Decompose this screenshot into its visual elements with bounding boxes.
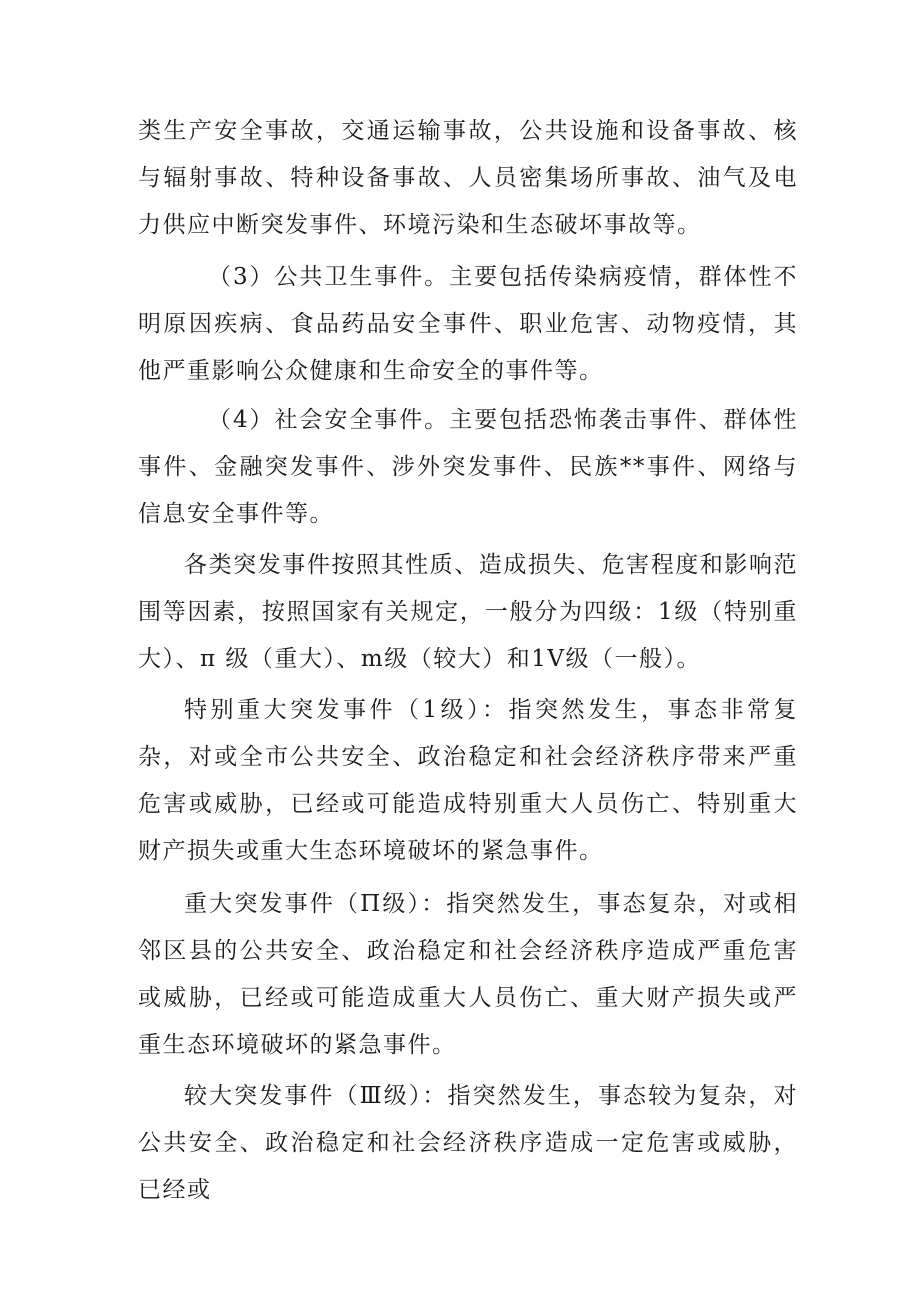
paragraph-level-1-definition: 特别重大突发事件（1级）：指突然发生，事态非常复杂，对或全市公共安全、政治稳定和社会经济秩序带来严重危害或威胁，已经或可能造成特别重大人员伤亡、特别重大财产损失或重大生态环境破坏的紧急事件。	[138, 697, 798, 864]
paragraph-level-2-definition: 重大突发事件（Π级）：指突然发生，事态复杂，对或相邻区县的公共安全、政治稳定和社会经济秩序造成严重危害或威胁，已经或可能造成重大人员伤亡、重大财产损失或严重生态环境破坏的紧急事件。	[138, 891, 798, 1058]
paragraph-level-3-definition: 较大突发事件（Ⅲ级）：指突然发生，事态较为复杂，对公共安全、政治稳定和社会经济秩序造成一定危害或威胁，已经或	[138, 1083, 798, 1203]
paragraph-event-levels: 各类突发事件按照其性质、造成损失、危害程度和影响范围等因素，按照国家有关规定，一般分为四级：1级（特别重大）、π 级（重大）、m级（较大）和1V级（一般）。	[138, 552, 798, 672]
paragraph-public-health-events: （3）公共卫生事件。主要包括传染病疫情，群体性不明原因疾病、食品药品安全事件、职业危害、动物疫情，其他严重影响公众健康和生命安全的事件等。	[138, 264, 798, 384]
paragraph-accident-types-continued: 类生产安全事故，交通运输事故，公共设施和设备事故、核与辐射事故、特种设备事故、人员密集场所事故、油气及电力供应中断突发事件、环境污染和生态破坏事故等。	[138, 118, 798, 238]
paragraph-social-security-events: （4）社会安全事件。主要包括恐怖袭击事件、群体性事件、金融突发事件、涉外突发事件、民族**事件、网络与信息安全事件等。	[138, 407, 798, 527]
